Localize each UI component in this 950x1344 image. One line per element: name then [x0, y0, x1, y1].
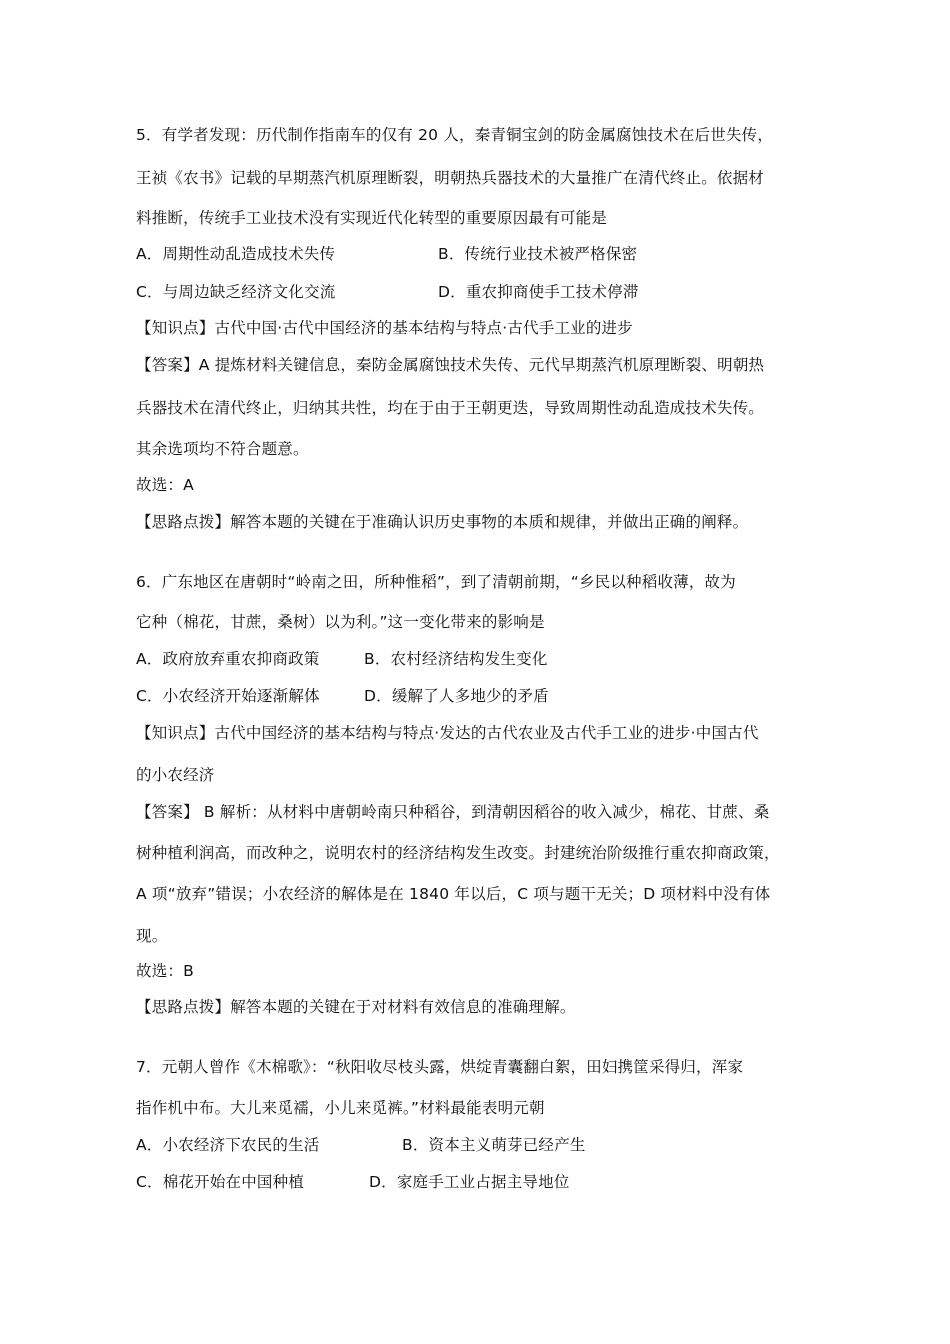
q5-stem-line-1: 5．有学者发现：历代制作指南车的仅有 20 人，秦青铜宝剑的防金属腐蚀技术在后世失传， — [136, 126, 774, 144]
q7-option-d: D．家庭手工业占据主导地位 — [369, 1173, 570, 1191]
q6-answer-line-4: 现。 — [136, 927, 168, 945]
q6-answer-line-1: 【答案】 B 解析：从材料中唐朝岭南只种稻谷，到清朝因稻谷的收入减少，棉花、甘蔗、桑 — [136, 803, 770, 821]
q6-option-b: B．农村经济结构发生变化 — [364, 650, 548, 668]
q7-stem-line-2: 指作机中布。大儿来觅襦，小儿来觅裤。”材料最能表明元朝 — [136, 1099, 545, 1117]
q6-choice: 故选：B — [136, 962, 194, 980]
q5-stem-line-3: 料推断，传统手工业技术没有实现近代化转型的重要原因最有可能是 — [136, 209, 608, 227]
q6-option-d: D．缓解了人多地少的矛盾 — [364, 687, 549, 705]
q6-tip: 【思路点拨】解答本题的关键在于对材料有效信息的准确理解。 — [136, 998, 576, 1016]
q5-tip: 【思路点拨】解答本题的关键在于准确认识历史事物的本质和规律，并做出正确的阐释。 — [136, 513, 749, 531]
q6-stem-line-2: 它种（棉花，甘蔗，桑树）以为利。”这一变化带来的影响是 — [136, 613, 545, 631]
q5-stem-line-2: 王祯《农书》记载的早期蒸汽机原理断裂，明朝热兵器技术的大量推广在清代终止。依据材 — [136, 169, 765, 187]
q7-stem-line-1: 7．元朝人曾作《木棉歌》：“秋阳收尽枝头露，烘绽青囊翻白絮，田妇携筐采得归，浑家 — [136, 1058, 744, 1076]
q5-option-c: C．与周边缺乏经济文化交流 — [136, 283, 336, 301]
q7-option-b: B．资本主义萌芽已经产生 — [402, 1136, 586, 1154]
q6-answer-line-2: 树种植利润高，而改种之，说明农村的经济结构发生改变。封建统治阶级推行重农抑商政策， — [136, 844, 780, 862]
q5-answer-line-3: 其余选项均不符合题意。 — [136, 440, 309, 458]
q5-answer-line-2: 兵器技术在清代终止，归纳其共性，均在于由于王朝更迭，导致周期性动乱造成技术失传。 — [136, 399, 765, 417]
q6-option-a: A．政府放弃重农抑商政策 — [136, 650, 320, 668]
q5-option-d: D．重农抑商使手工技术停滞 — [438, 283, 639, 301]
q5-option-b: B．传统行业技术被严格保密 — [438, 245, 638, 263]
q6-knowledge-line-1: 【知识点】古代中国经济的基本结构与特点·发达的古代农业及古代手工业的进步·中国古代 — [136, 724, 759, 742]
q5-option-a: A．周期性动乱造成技术失传 — [136, 245, 336, 263]
q5-knowledge-point: 【知识点】古代中国·古代中国经济的基本结构与特点·古代手工业的进步 — [136, 319, 633, 337]
q6-option-c: C．小农经济开始逐渐解体 — [136, 687, 320, 705]
q5-answer-line-1: 【答案】A 提炼材料关键信息，秦防金属腐蚀技术失传、元代早期蒸汽机原理断裂、明朝热 — [136, 356, 765, 374]
q7-option-c: C．棉花开始在中国种植 — [136, 1173, 305, 1191]
q6-knowledge-line-2: 的小农经济 — [136, 766, 215, 784]
q7-option-a: A．小农经济下农民的生活 — [136, 1136, 320, 1154]
q5-choice: 故选：A — [136, 476, 194, 494]
q6-stem-line-1: 6．广东地区在唐朝时“岭南之田，所种惟稻”，到了清朝前期，“乡民以种稻收薄，故为 — [136, 573, 736, 591]
q6-answer-line-3: A 项“放弃”错误；小农经济的解体是在 1840 年以后，C 项与题干无关；D 项材料中没有体 — [136, 885, 771, 903]
